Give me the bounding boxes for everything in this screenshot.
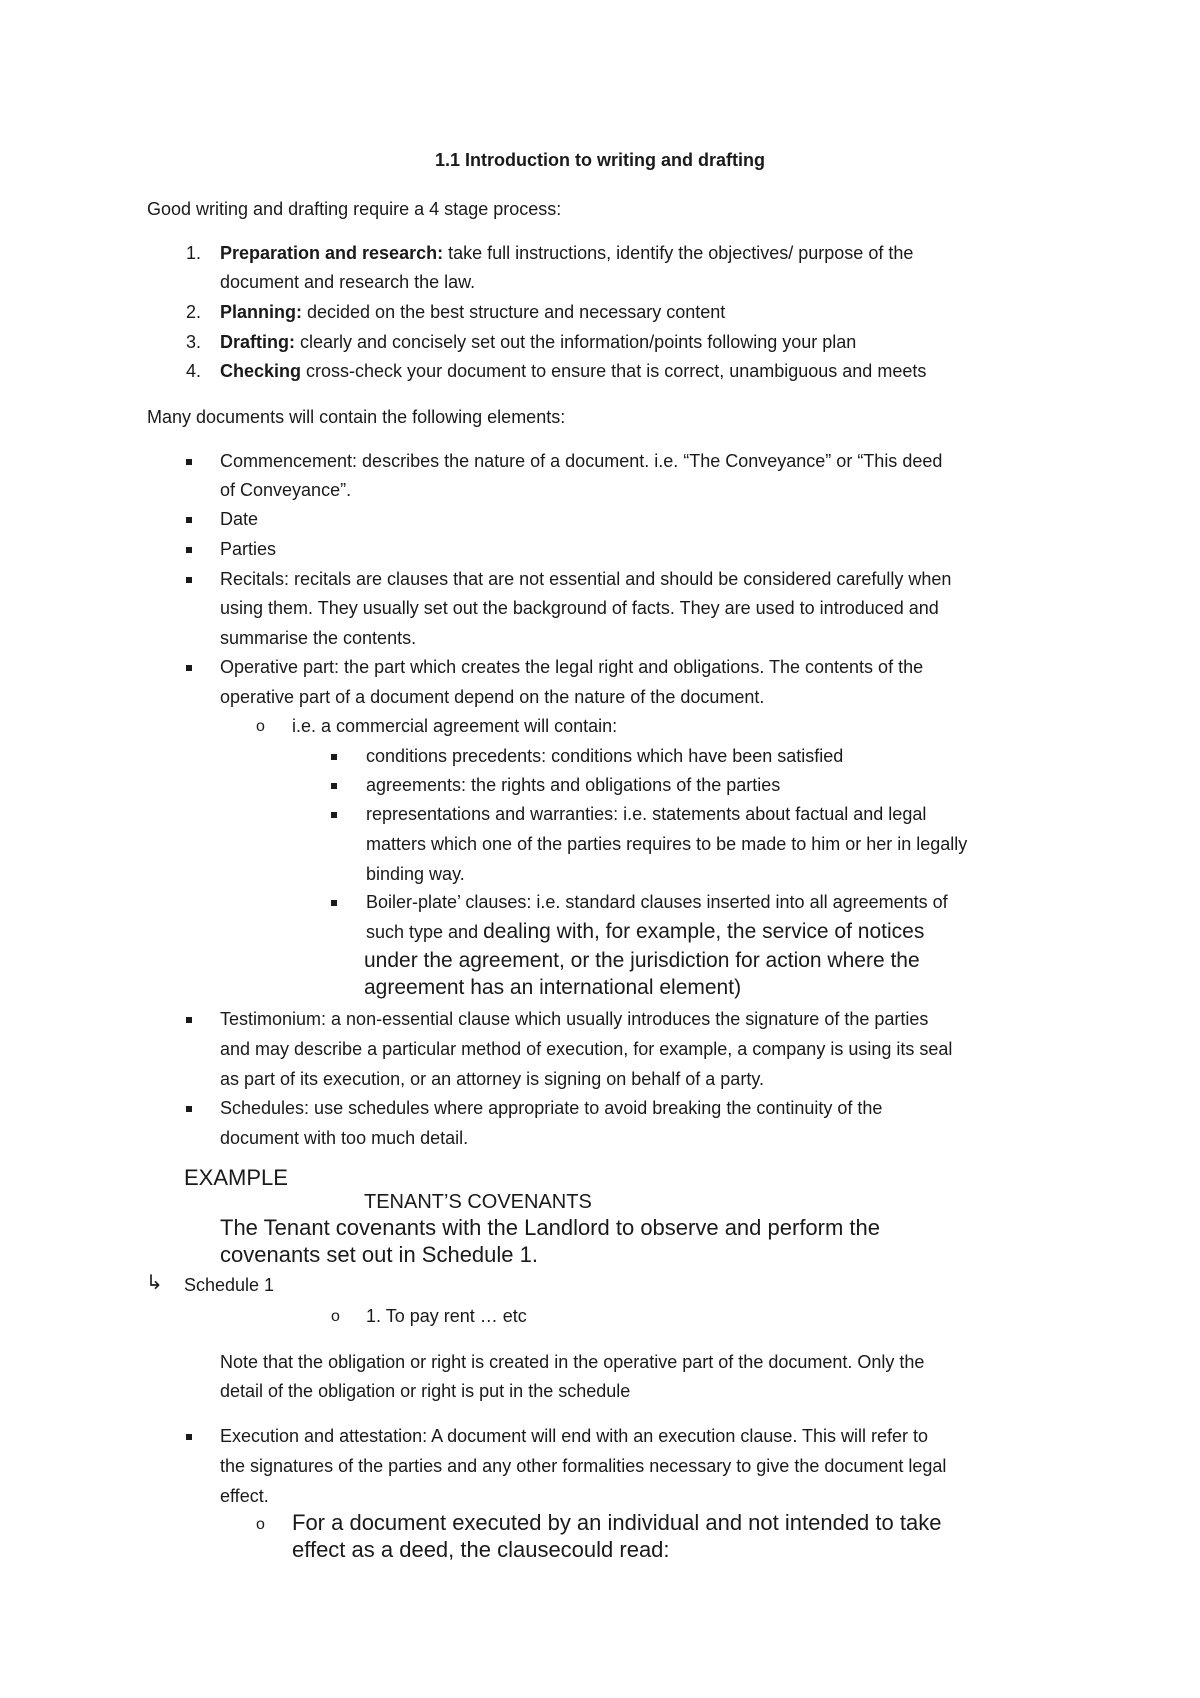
- square-bullet-icon: [186, 459, 192, 465]
- stage-item: [220, 360, 926, 382]
- execution-text-cont: effect.: [220, 1486, 269, 1506]
- element-operative: Operative part: the part which creates the legal right and obligations. The contents of the: [220, 657, 924, 677]
- element-conditions: conditions precedents: conditions which have been satisfied: [366, 746, 844, 766]
- element-boilerplate-cont: [366, 921, 924, 943]
- boilerplate-part: such type and: [366, 922, 484, 942]
- stage-text: cross-check your document to ensure that is correct, unambiguous and meets: [301, 361, 927, 381]
- element-boilerplate: Boiler-plate’ clauses: i.e. standard clauses inserted into all agreements of: [366, 892, 948, 912]
- square-bullet-icon: [186, 665, 192, 671]
- stage-item: [220, 301, 725, 323]
- element-schedules: Schedules: use schedules where appropriate to avoid breaking the continuity of the: [220, 1098, 883, 1118]
- elements-intro: Many documents will contain the following elements:: [147, 407, 566, 427]
- schedule-item: 1. To pay rent … etc: [366, 1306, 527, 1326]
- stage-number: 3.: [186, 332, 202, 352]
- element-representations-cont: binding way.: [366, 864, 465, 884]
- stage-item: [220, 331, 856, 353]
- execution-text-cont: the signatures of the parties and any other formalities necessary to give the document legal: [220, 1456, 947, 1476]
- example-note: Note that the obligation or right is created in the operative part of the document. Only the: [220, 1352, 925, 1372]
- square-bullet-icon: [186, 1434, 192, 1440]
- example-heading: EXAMPLE: [184, 1165, 288, 1190]
- page-title: 1.1 Introduction to writing and drafting: [435, 150, 765, 170]
- element-boilerplate-cont: agreement has an international element): [364, 976, 742, 999]
- element-testimonium-cont: as part of its execution, or an attorney is signing on behalf of a party.: [220, 1069, 764, 1089]
- square-bullet-icon: [186, 517, 192, 523]
- square-bullet-icon: [331, 754, 337, 760]
- stage-number: 4.: [186, 361, 202, 381]
- element-recitals-cont: using them. They usually set out the background of facts. They are used to introduced and: [220, 598, 939, 618]
- stage-label: Drafting:: [220, 332, 295, 352]
- element-recitals-cont: summarise the contents.: [220, 628, 417, 648]
- stage-text: take full instructions, identify the objectives/ purpose of the: [443, 243, 914, 263]
- element-parties: Parties: [220, 539, 277, 559]
- element-agreements: agreements: the rights and obligations of the parties: [366, 775, 781, 795]
- example-body-cont: covenants set out in Schedule 1.: [220, 1242, 538, 1267]
- execution-text: Execution and attestation: A document will end with an execution clause. This will refer to: [220, 1426, 929, 1446]
- stage-text: decided on the best structure and necessary content: [302, 302, 726, 322]
- element-recitals: Recitals: recitals are clauses that are not essential and should be considered carefully when: [220, 569, 952, 589]
- element-commercial: i.e. a commercial agreement will contain:: [292, 716, 618, 736]
- element-representations: representations and warranties: i.e. statements about factual and legal: [366, 804, 927, 824]
- circle-bullet-icon: o: [256, 718, 265, 735]
- square-bullet-icon: [186, 1106, 192, 1112]
- stage-number: 1.: [186, 243, 202, 263]
- stage-number: 2.: [186, 302, 202, 322]
- example-subheading: TENANT’S COVENANTS: [364, 1191, 592, 1213]
- return-arrow-icon: ↳: [146, 1272, 163, 1294]
- boilerplate-part: dealing with, for example, the service of notices: [483, 920, 925, 943]
- example-note-cont: detail of the obligation or right is put in the schedule: [220, 1381, 631, 1401]
- square-bullet-icon: [186, 547, 192, 553]
- stage-item: [220, 242, 913, 264]
- circle-bullet-icon: o: [256, 1516, 265, 1533]
- element-boilerplate-cont: under the agreement, or the jurisdiction for action where the: [364, 949, 920, 972]
- intro-text: Good writing and drafting require a 4 stage process:: [147, 199, 562, 219]
- example-body: The Tenant covenants with the Landlord to observe and perform the: [220, 1215, 881, 1240]
- square-bullet-icon: [186, 577, 192, 583]
- element-schedules-cont: document with too much detail.: [220, 1128, 469, 1148]
- stage-label: Checking: [220, 361, 302, 381]
- element-representations-cont: matters which one of the parties requires to be made to him or her in legally: [366, 834, 968, 854]
- element-commencement-cont: of Conveyance”.: [220, 480, 352, 500]
- square-bullet-icon: [331, 900, 337, 906]
- stage-label: Preparation and research:: [220, 243, 444, 263]
- square-bullet-icon: [186, 1017, 192, 1023]
- element-date: Date: [220, 509, 259, 529]
- stage-label: Planning:: [220, 302, 302, 322]
- element-commencement: Commencement: describes the nature of a document. i.e. “The Conveyance” or “This deed: [220, 451, 943, 471]
- execution-sub: For a document executed by an individual and not intended to take: [292, 1510, 942, 1535]
- circle-bullet-icon: o: [331, 1308, 340, 1325]
- element-testimonium-cont: and may describe a particular method of execution, for example, a company is using its seal: [220, 1039, 953, 1059]
- square-bullet-icon: [331, 812, 337, 818]
- stage-text-cont: document and research the law.: [220, 272, 476, 292]
- element-testimonium: Testimonium: a non-essential clause which usually introduces the signature of the parties: [220, 1009, 929, 1029]
- stage-text: clearly and concisely set out the information/points following your plan: [295, 332, 857, 352]
- schedule-label: Schedule 1: [184, 1275, 275, 1295]
- execution-sub-cont: effect as a deed, the clausecould read:: [292, 1537, 670, 1562]
- element-operative-cont: operative part of a document depend on the nature of the document.: [220, 687, 765, 707]
- square-bullet-icon: [331, 783, 337, 789]
